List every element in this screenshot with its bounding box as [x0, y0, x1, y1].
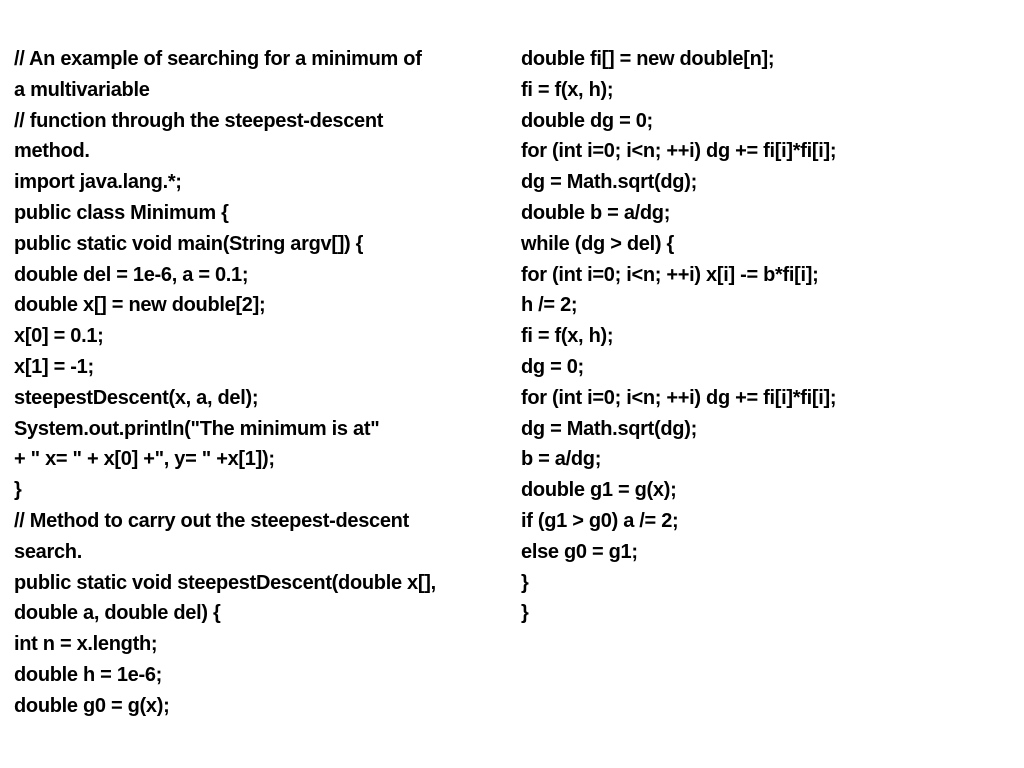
code-line: x[1] = -1; [14, 355, 94, 378]
code-column-left [14, 44, 504, 722]
code-line: double fi[] = new double[n]; [521, 48, 775, 70]
code-line: for (int i=0; i<n; ++i) dg += fi[i]*fi[i]; [521, 140, 837, 163]
code-line: // Method to carry out the steepest-descent [14, 509, 409, 532]
code-line: for (int i=0; i<n; ++i) x[i] -= b*fi[i]; [521, 263, 819, 286]
code-line: System.out.println("The minimum is at" [14, 417, 380, 440]
code-line: } [521, 571, 529, 594]
code-line: public static void main(String argv[]) { [14, 232, 364, 255]
code-line: dg = Math.sqrt(dg); [521, 171, 697, 194]
code-line: double b = a/dg; [521, 201, 671, 224]
code-line: double g0 = g(x); [14, 694, 170, 717]
code-line: } [14, 479, 22, 502]
code-line: // function through the steepest-descent [14, 109, 384, 132]
code-line: } [521, 602, 529, 625]
code-line: b = a/dg; [521, 448, 602, 471]
code-line: else g0 = g1; [521, 540, 638, 563]
code-line: if (g1 > g0) a /= 2; [521, 509, 679, 532]
code-line: steepestDescent(x, a, del); [14, 386, 259, 409]
code-line: a multivariable [14, 78, 150, 101]
code-line: dg = 0; [521, 355, 584, 378]
code-column-right [521, 44, 1011, 629]
code-line: double a, double del) { [14, 602, 221, 625]
code-line: // An example of searching for a minimum of [14, 48, 422, 70]
code-line: dg = Math.sqrt(dg); [521, 417, 697, 440]
code-line: double del = 1e-6, a = 0.1; [14, 263, 249, 286]
code-line: double x[] = new double[2]; [14, 294, 266, 317]
code-line: double g1 = g(x); [521, 479, 677, 502]
code-line: + " x= " + x[0] +", y= " +x[1]); [14, 448, 275, 471]
code-line: x[0] = 0.1; [14, 325, 104, 348]
code-line: search. [14, 540, 82, 563]
code-line: fi = f(x, h); [521, 78, 614, 101]
code-line: method. [14, 140, 90, 163]
code-line: for (int i=0; i<n; ++i) dg += fi[i]*fi[i]; [521, 386, 837, 409]
code-line: int n = x.length; [14, 633, 158, 656]
code-line: public static void steepestDescent(double x[], [14, 571, 436, 594]
code-line: h /= 2; [521, 294, 578, 317]
code-line: import java.lang.*; [14, 171, 182, 194]
code-line: fi = f(x, h); [521, 325, 614, 348]
code-line: double dg = 0; [521, 109, 653, 132]
code-line: double h = 1e-6; [14, 663, 163, 686]
code-line: public class Minimum { [14, 201, 229, 224]
code-line: while (dg > del) { [521, 232, 674, 255]
